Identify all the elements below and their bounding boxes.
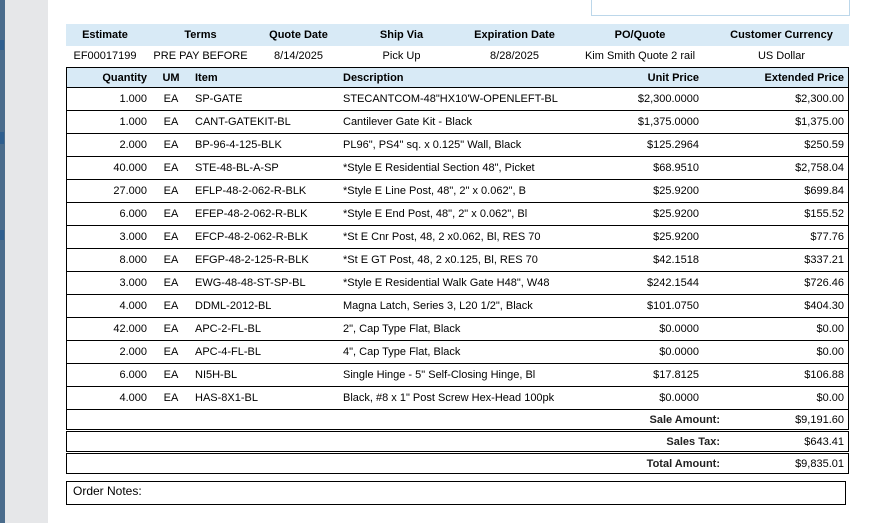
item-cell: EFLP-48-2-062-R-BLK xyxy=(191,180,339,203)
um-cell: EA xyxy=(151,226,191,249)
estimate-header-table xyxy=(66,24,849,66)
table-row xyxy=(67,249,849,272)
extended-price-cell: $1,375.00 xyxy=(703,111,849,134)
extended-price-cell: $77.76 xyxy=(703,226,849,249)
order-notes-box xyxy=(66,481,846,505)
quantity-cell: 6.000 xyxy=(67,203,152,226)
header-values xyxy=(66,46,849,66)
unit-price-cell: $0.0000 xyxy=(577,387,703,410)
item-cell: DDML-2012-BL xyxy=(191,295,339,318)
table-row xyxy=(67,387,849,410)
table-row xyxy=(67,272,849,295)
table-row xyxy=(67,88,849,111)
item-cell: APC-2-FL-BL xyxy=(191,318,339,341)
um-cell: EA xyxy=(151,364,191,387)
quantity-cell: 6.000 xyxy=(67,364,152,387)
description-cell: PL96", PS4" sq. x 0.125" Wall, Black xyxy=(339,134,577,157)
unit-price-cell: $2,300.0000 xyxy=(577,88,703,111)
col-po-quote: PO/Quote xyxy=(566,24,714,46)
unit-price-cell: $125.2964 xyxy=(577,134,703,157)
edge-marker xyxy=(0,230,4,240)
quantity-cell: 40.000 xyxy=(67,157,152,180)
table-row xyxy=(67,157,849,180)
unit-price-cell: $42.1518 xyxy=(577,249,703,272)
extended-price-cell: $699.84 xyxy=(703,180,849,203)
po-quote-value: Kim Smith Quote 2 rail xyxy=(584,50,696,62)
sale-amount-row xyxy=(67,410,849,430)
unit-price-cell: $242.1544 xyxy=(577,272,703,295)
table-row xyxy=(67,226,849,249)
description-cell: *Style E Residential Walk Gate H48", W48 xyxy=(339,272,577,295)
description-cell: Black, #8 x 1" Post Screw Hex-Head 100pk xyxy=(339,387,577,410)
sale-amount-value: $9,191.60 xyxy=(724,410,849,430)
unit-price-cell: $1,375.0000 xyxy=(577,111,703,134)
total-amount-label: Total Amount: xyxy=(598,454,724,474)
um-cell: EA xyxy=(151,111,191,134)
item-cell: EFCP-48-2-062-R-BLK xyxy=(191,226,339,249)
edge-marker xyxy=(0,40,4,50)
extended-price-cell: $2,300.00 xyxy=(703,88,849,111)
items-body xyxy=(67,88,849,410)
item-cell: BP-96-4-125-BLK xyxy=(191,134,339,157)
um-cell: EA xyxy=(151,387,191,410)
um-cell: EA xyxy=(151,157,191,180)
quantity-cell: 42.000 xyxy=(67,318,152,341)
item-cell: CANT-GATEKIT-BL xyxy=(191,111,339,134)
item-cell: EFEP-48-2-062-R-BLK xyxy=(191,203,339,226)
sales-tax-row xyxy=(67,432,849,452)
quantity-cell: 4.000 xyxy=(67,387,152,410)
description-cell: *St E Cnr Post, 48, 2 x0.062, Bl, RES 70 xyxy=(339,226,577,249)
extended-price-cell: $106.88 xyxy=(703,364,849,387)
quote-date-value: 8/14/2025 xyxy=(274,50,323,62)
col-estimate: Estimate xyxy=(66,24,144,46)
col-quote-date: Quote Date xyxy=(257,24,340,46)
col-quantity: Quantity xyxy=(67,68,152,88)
um-cell: EA xyxy=(151,134,191,157)
total-amount-value: $9,835.01 xyxy=(724,454,849,474)
description-cell: Single Hinge - 5" Self-Closing Hinge, Bl xyxy=(339,364,577,387)
description-cell: STECANTCOM-48"HX10'W-OPENLEFT-BL xyxy=(339,88,577,111)
description-cell: 2", Cap Type Flat, Black xyxy=(339,318,577,341)
table-row xyxy=(67,318,849,341)
table-row xyxy=(67,111,849,134)
currency-value: US Dollar xyxy=(757,50,806,62)
item-cell: HAS-8X1-BL xyxy=(191,387,339,410)
estimate-number: EF00017199 xyxy=(73,50,137,62)
top-info-box xyxy=(591,0,850,16)
sales-tax-value: $643.41 xyxy=(724,432,849,452)
table-row xyxy=(67,341,849,364)
um-cell: EA xyxy=(151,180,191,203)
table-row xyxy=(67,295,849,318)
col-extended-price: Extended Price xyxy=(703,68,849,88)
unit-price-cell: $0.0000 xyxy=(577,318,703,341)
quantity-cell: 3.000 xyxy=(67,272,152,295)
unit-price-cell: $25.9200 xyxy=(577,226,703,249)
description-cell: *Style E Residential Section 48", Picket xyxy=(339,157,577,180)
col-expiration-date: Expiration Date xyxy=(463,24,566,46)
um-cell: EA xyxy=(151,341,191,364)
um-cell: EA xyxy=(151,318,191,341)
um-cell: EA xyxy=(151,272,191,295)
unit-price-cell: $25.9200 xyxy=(577,203,703,226)
description-cell: 4", Cap Type Flat, Black xyxy=(339,341,577,364)
um-cell: EA xyxy=(151,249,191,272)
extended-price-cell: $726.46 xyxy=(703,272,849,295)
quantity-cell: 2.000 xyxy=(67,134,152,157)
quantity-cell: 3.000 xyxy=(67,226,152,249)
quantity-cell: 1.000 xyxy=(67,111,152,134)
description-cell: *Style E Line Post, 48", 2" x 0.062", B xyxy=(339,180,577,203)
col-unit-price: Unit Price xyxy=(577,68,703,88)
unit-price-cell: $101.0750 xyxy=(577,295,703,318)
totals-table xyxy=(66,409,849,474)
terms-value: PRE PAY BEFORE xyxy=(153,50,248,62)
items-header-row xyxy=(67,68,849,88)
unit-price-cell: $0.0000 xyxy=(577,341,703,364)
table-row xyxy=(67,180,849,203)
item-cell: EWG-48-48-ST-SP-BL xyxy=(191,272,339,295)
item-cell: STE-48-BL-A-SP xyxy=(191,157,339,180)
quantity-cell: 1.000 xyxy=(67,88,152,111)
order-notes-label: Order Notes: xyxy=(73,484,142,498)
edge-marker xyxy=(0,132,4,144)
col-description: Description xyxy=(339,68,577,88)
extended-price-cell: $337.21 xyxy=(703,249,849,272)
um-cell: EA xyxy=(151,295,191,318)
quantity-cell: 2.000 xyxy=(67,341,152,364)
estimate-document xyxy=(48,0,874,523)
ship-via-value: Pick Up xyxy=(382,50,421,62)
col-item: Item xyxy=(191,68,339,88)
extended-price-cell: $2,758.04 xyxy=(703,157,849,180)
unit-price-cell: $17.8125 xyxy=(577,364,703,387)
expiration-date-value: 8/28/2025 xyxy=(490,50,539,62)
extended-price-cell: $404.30 xyxy=(703,295,849,318)
extended-price-cell: $0.00 xyxy=(703,341,849,364)
unit-price-cell: $25.9200 xyxy=(577,180,703,203)
quantity-cell: 8.000 xyxy=(67,249,152,272)
header-columns xyxy=(66,24,849,46)
extended-price-cell: $250.59 xyxy=(703,134,849,157)
table-row xyxy=(67,364,849,387)
item-cell: APC-4-FL-BL xyxy=(191,341,339,364)
quantity-cell: 27.000 xyxy=(67,180,152,203)
item-cell: NI5H-BL xyxy=(191,364,339,387)
sales-tax-label: Sales Tax: xyxy=(598,432,724,452)
col-ship-via: Ship Via xyxy=(340,24,463,46)
sale-amount-label: Sale Amount: xyxy=(598,410,724,430)
quantity-cell: 4.000 xyxy=(67,295,152,318)
col-customer-currency: Customer Currency xyxy=(714,24,849,46)
col-um: UM xyxy=(151,68,191,88)
description-cell: Cantilever Gate Kit - Black xyxy=(339,111,577,134)
table-row xyxy=(67,134,849,157)
total-amount-row xyxy=(67,454,849,474)
um-cell: EA xyxy=(151,203,191,226)
um-cell: EA xyxy=(151,88,191,111)
unit-price-cell: $68.9510 xyxy=(577,157,703,180)
table-row xyxy=(67,203,849,226)
item-cell: SP-GATE xyxy=(191,88,339,111)
description-cell: *St E GT Post, 48, 2 x0.125, Bl, RES 70 xyxy=(339,249,577,272)
col-terms: Terms xyxy=(144,24,257,46)
extended-price-cell: $155.52 xyxy=(703,203,849,226)
extended-price-cell: $0.00 xyxy=(703,387,849,410)
description-cell: Magna Latch, Series 3, L20 1/2", Black xyxy=(339,295,577,318)
left-window-edge xyxy=(0,0,5,523)
description-cell: *Style E End Post, 48", 2" x 0.062", Bl xyxy=(339,203,577,226)
extended-price-cell: $0.00 xyxy=(703,318,849,341)
item-cell: EFGP-48-2-125-R-BLK xyxy=(191,249,339,272)
line-items-table xyxy=(66,67,849,410)
